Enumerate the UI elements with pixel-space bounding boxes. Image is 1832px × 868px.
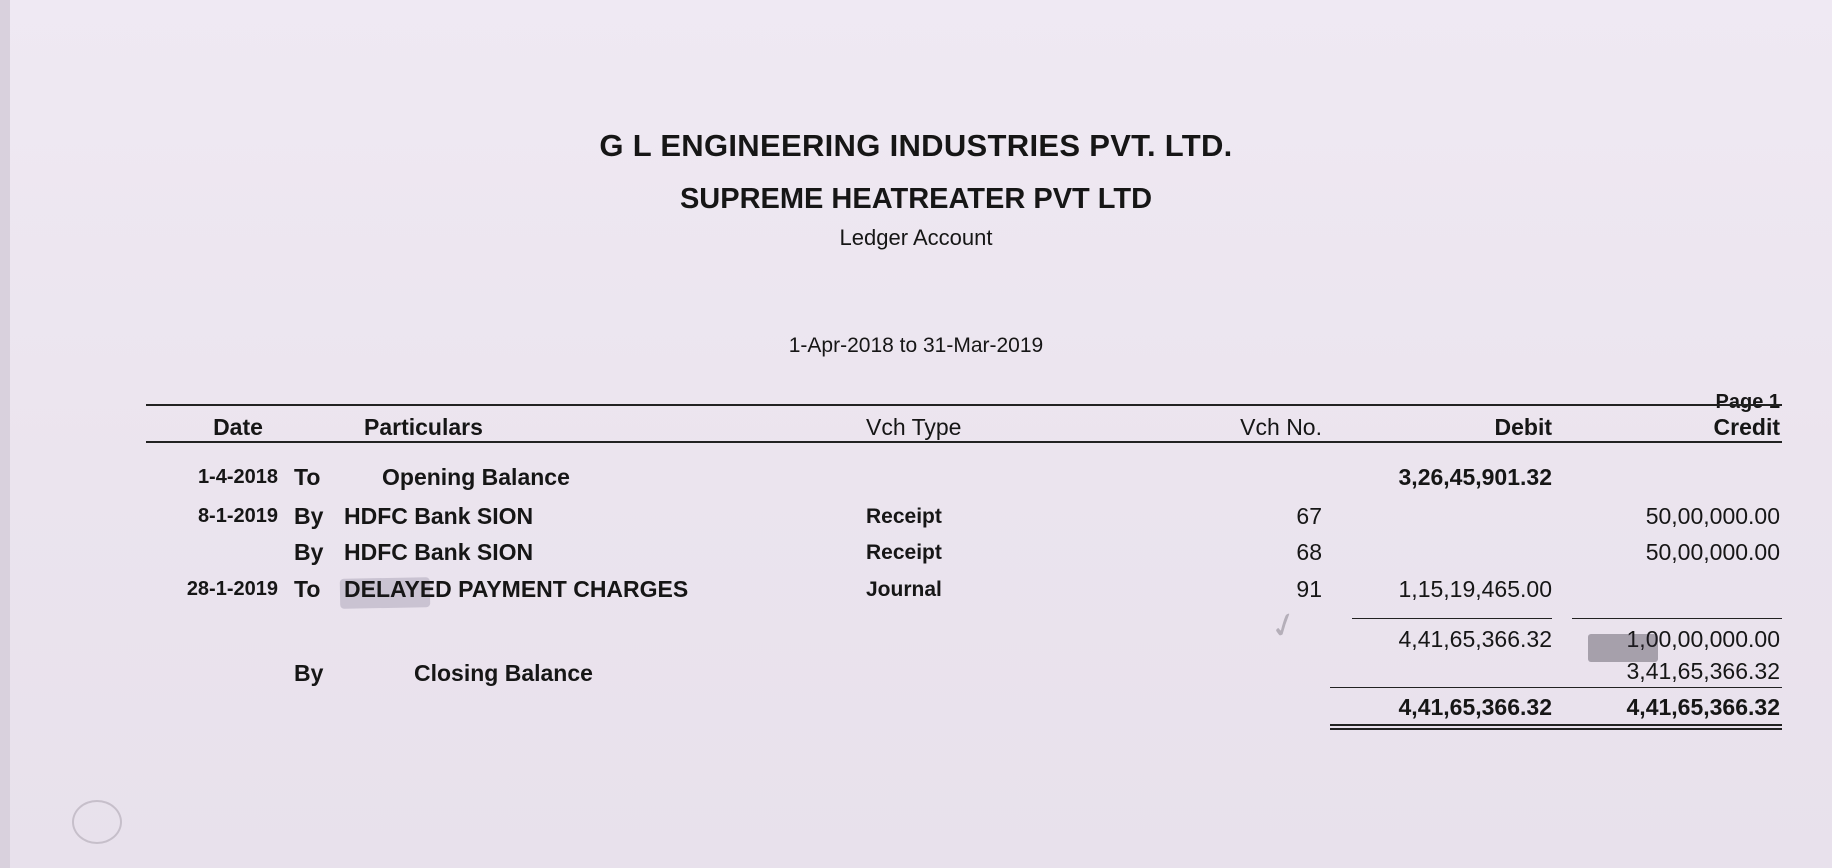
col-credit: Credit xyxy=(1713,414,1780,440)
col-date: Date xyxy=(213,414,263,440)
closing-direction: By xyxy=(294,660,324,686)
row-4-particulars: DELAYED PAYMENT CHARGES xyxy=(344,576,689,602)
total-debit: 4,41,65,366.32 xyxy=(1398,694,1552,720)
row-2-credit: 50,00,000.00 xyxy=(1645,503,1780,529)
total-credit: 4,41,65,366.32 xyxy=(1626,694,1780,720)
ink-smudge xyxy=(1588,634,1658,662)
row-3-particulars: HDFC Bank SION xyxy=(344,539,534,565)
page-number: Page 1 xyxy=(1715,391,1780,413)
row-3-direction: By xyxy=(294,539,324,565)
subtotal-credit: 1,00,00,000.00 xyxy=(1626,626,1780,652)
row-2-direction: By xyxy=(294,503,324,529)
subtotal-rule-credit xyxy=(1572,618,1782,619)
report-title: Ledger Account xyxy=(839,225,993,250)
row-3-vch-type: Receipt xyxy=(866,541,942,564)
row-4-debit: 1,15,19,465.00 xyxy=(1398,576,1552,602)
subtotal-debit: 4,41,65,366.32 xyxy=(1398,626,1552,652)
col-particulars: Particulars xyxy=(364,414,483,440)
party-name: SUPREME HEATREATER PVT LTD xyxy=(679,183,1153,215)
row-2-vch-no: 67 xyxy=(1296,503,1322,529)
row-1-debit: 3,26,45,901.32 xyxy=(1398,464,1552,490)
row-1-direction: To xyxy=(294,464,321,490)
col-vch-type: Vch Type xyxy=(866,414,962,440)
row-2-vch-type: Receipt xyxy=(866,505,942,528)
handwritten-tick-mark: ✓ xyxy=(1264,603,1304,649)
total-double-rule-1 xyxy=(1330,724,1782,726)
row-4-date: 28-1-2019 xyxy=(186,578,278,600)
report-period: 1-Apr-2018 to 31-Mar-2019 xyxy=(788,334,1044,357)
punch-hole-mark xyxy=(72,800,122,844)
row-3-credit: 50,00,000.00 xyxy=(1645,539,1780,565)
col-vch-no: Vch No. xyxy=(1240,414,1322,440)
header-bottom-rule xyxy=(146,441,1782,443)
header-top-rule xyxy=(146,404,1782,406)
company-name: G L ENGINEERING INDUSTRIES PVT. LTD. xyxy=(599,128,1233,163)
closing-credit: 3,41,65,366.32 xyxy=(1626,658,1780,684)
row-4-direction: To xyxy=(294,576,321,602)
total-double-rule-2 xyxy=(1330,728,1782,730)
row-4-vch-no: 91 xyxy=(1296,576,1322,602)
row-1-particulars: Opening Balance xyxy=(382,464,570,490)
closing-particulars: Closing Balance xyxy=(414,660,593,686)
row-3-vch-no: 68 xyxy=(1296,539,1322,565)
row-4-vch-type: Journal xyxy=(866,578,942,601)
row-1-date: 1-4-2018 xyxy=(197,466,278,488)
total-top-rule xyxy=(1330,687,1782,688)
subtotal-rule-debit xyxy=(1352,618,1552,619)
row-2-particulars: HDFC Bank SION xyxy=(344,503,534,529)
col-debit: Debit xyxy=(1494,414,1552,440)
row-2-date: 8-1-2019 xyxy=(197,505,278,527)
